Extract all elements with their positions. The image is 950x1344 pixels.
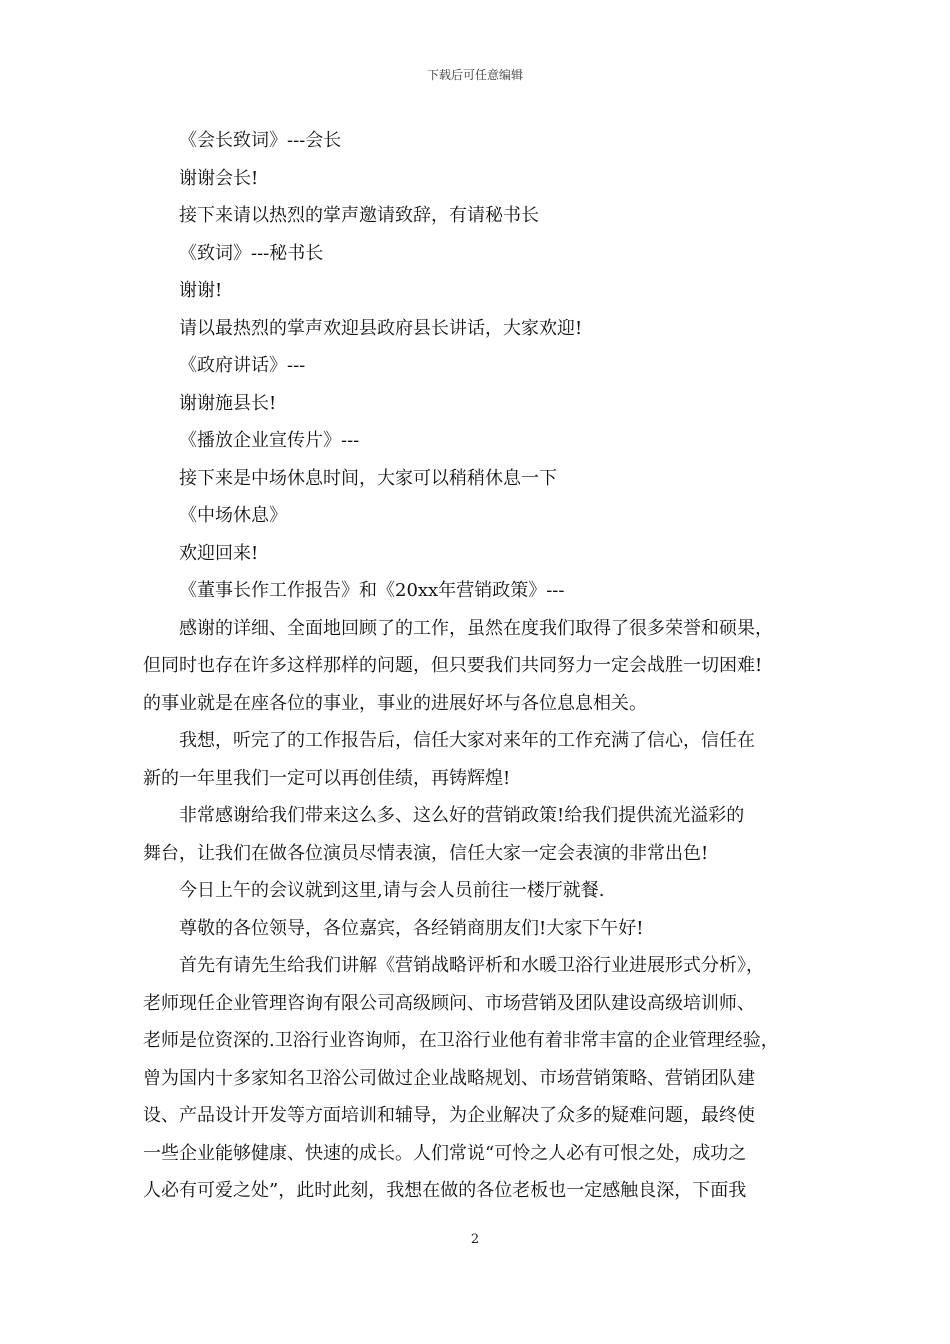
paragraph-line: 但同时也存在许多这样那样的问题，但只要我们共同努力一定会战胜一切困难! [143,655,763,676]
text-line: 接下来请以热烈的掌声邀请致辞，有请秘书长 [179,205,539,226]
page-number: 2 [470,1232,480,1247]
paragraph-line: 感谢的详细、全面地回顾了的工作，虽然在度我们取得了很多荣誉和硕果， [179,617,773,639]
text-line: 《政府讲话》--- [179,355,306,376]
document-body [143,122,823,1210]
text-line: 谢谢! [179,280,223,301]
paragraph-line: 舞台，让我们在做各位演员尽情表演，信任大家一定会表演的非常出色! [143,842,709,864]
paragraph-line: 一些企业能够健康、快速的成长。人们常说“可怜之人必有可恨之处，成功之 [143,1142,747,1164]
paragraph-line: 老师现任企业管理咨询有限公司高级顾问、市场营销及团队建设高级培训师、 [143,992,755,1014]
paragraph-line: 人必有可爱之处”，此时此刻，我想在做的各位老板也一定感触良深，下面我 [143,1180,747,1201]
paragraph-line: 新的一年里我们一定可以再创佳绩，再铸辉煌! [143,767,511,789]
paragraph-line: 非常感谢给我们带来这么多、这么好的营销政策!给我们提供流光溢彩的 [179,805,745,826]
page-header: 下载后可任意编辑 [426,68,523,82]
paragraph-line: 尊敬的各位领导，各位嘉宾，各经销商朋友们!大家下午好! [179,917,644,939]
paragraph-line: 我想，听完了的工作报告后，信任大家对来年的工作充满了信心，信任在 [179,730,755,751]
text-line: 《播放企业宣传片》--- [179,430,360,451]
text-line: 欢迎回来! [179,542,259,564]
text-line: 请以最热烈的掌声欢迎县政府县长讲话，大家欢迎! [179,317,583,339]
text-line: 《会长致词》---会长 [179,130,342,151]
text-line: 《董事长作工作报告》和《20xx年营销政策》--- [179,580,565,601]
text-line: 《致词》---秘书长 [179,242,324,264]
text-line: 接下来是中场休息时间，大家可以稍稍休息一下 [179,467,557,489]
paragraph-line: 今日上午的会议就到这里,请与会人员前往一楼厅就餐. [179,880,605,901]
paragraph-line: 的事业就是在座各位的事业，事业的进展好坏与各位息息相关。 [143,692,647,714]
paragraph-line: 设、产品设计开发等方面培训和辅导，为企业解决了众多的疑难问题，最终使 [143,1105,755,1126]
text-line: 谢谢施县长! [179,392,277,414]
paragraph-line: 曾为国内十多家知名卫浴公司做过企业战略规划、市场营销策略、营销团队建 [143,1067,755,1089]
paragraph-line: 首先有请先生给我们讲解《营销战略评析和水暖卫浴行业进展形式分析》， [179,955,764,976]
text-line: 谢谢会长! [179,167,259,189]
text-line: 《中场休息》 [179,505,287,526]
paragraph-line: 老师是位资深的.卫浴行业咨询师，在卫浴行业他有着非常丰富的企业管理经验， [143,1030,779,1051]
